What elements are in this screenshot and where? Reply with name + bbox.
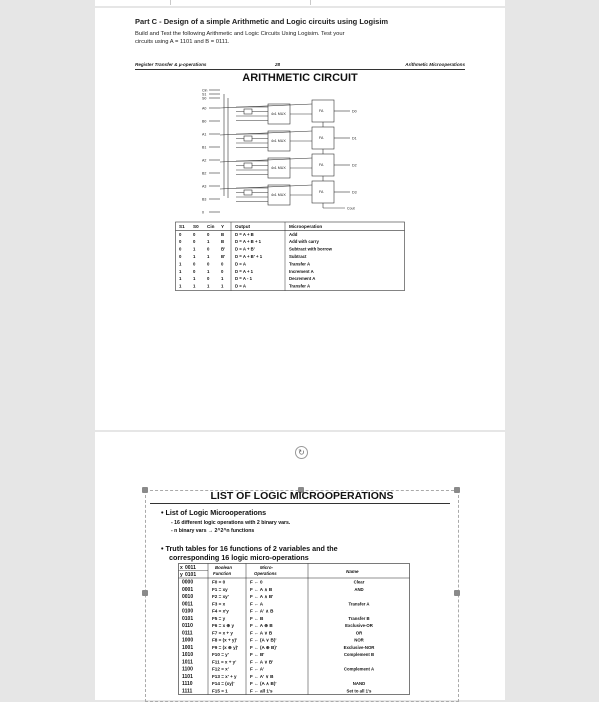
slide-title: ARITHMETIC CIRCUIT <box>242 72 358 84</box>
slide-header-rule <box>135 69 465 70</box>
table-cell: 1 <box>207 239 210 245</box>
table-header-x-values: 0011 <box>185 565 196 571</box>
table-cell: 1 <box>193 254 196 259</box>
table-cell-boolean: F9 = (x ⊕ y)' <box>212 644 239 650</box>
table-cell: 1 <box>179 283 182 289</box>
circuit-output-label: Cout <box>347 206 355 211</box>
full-adder-label: FA <box>319 190 324 194</box>
table-cell-name: Set to all 1's <box>346 688 372 694</box>
resize-handle-middle-right[interactable] <box>454 590 460 596</box>
table-cell: 1 <box>221 283 224 289</box>
table-cell-microop: F ← B <box>250 615 264 621</box>
table-cell: B <box>221 239 225 245</box>
table-cell-microop: F ← B' <box>250 652 265 658</box>
table-cell-name: Transfer B <box>348 615 370 621</box>
table-cell-name: Transfer A <box>348 601 370 607</box>
table-cell-bits: 0101 <box>182 615 194 622</box>
document-page-1 <box>95 8 505 430</box>
table-cell-bits: 0110 <box>182 623 193 630</box>
table-header-cell: Microoperation <box>289 223 323 229</box>
table-header-boolean: Boolean <box>215 565 232 570</box>
circuit-input-label: A3 <box>202 184 207 189</box>
circuit-input-label: B0 <box>202 119 207 124</box>
table-cell-boolean: F12 = x' <box>212 666 229 672</box>
a-input-wire <box>220 131 312 135</box>
table-header-y-values: 0101 <box>185 572 197 578</box>
table-header-cell: S1 <box>179 223 185 229</box>
table-cell: Subtract <box>289 254 307 259</box>
circuit-input-label: B2 <box>202 171 207 176</box>
table-cell-name: AND <box>354 586 364 592</box>
table-cell-microop: F ← A ∧ B <box>250 586 273 592</box>
table-cell-microop: F ← A' ∨ B <box>250 673 274 679</box>
table-cell: B' <box>221 254 226 259</box>
resize-handle-top-left[interactable] <box>142 487 148 493</box>
table-cell-boolean: F14 = (xy)' <box>212 681 235 687</box>
table-cell: 1 <box>207 254 210 259</box>
table-cell: Subtract with borrow <box>289 246 332 252</box>
rotate-handle-icon[interactable]: ↻ <box>295 446 308 459</box>
strip-divider <box>310 0 311 5</box>
table-cell-microop: F ← all 1's <box>250 688 273 694</box>
circuit-output-label: D3 <box>352 190 357 195</box>
table-cell-bits: 1110 <box>182 681 193 688</box>
table-cell-microop: F ← A' ∧ B <box>250 608 274 614</box>
instruction-line-1: Build and Test the following Arithmetic and Logic Circuits Using Logisim. Test your <box>135 31 345 37</box>
circuit-input-label: A1 <box>202 132 207 137</box>
table-cell-bits: 0100 <box>182 608 194 615</box>
table-cell-boolean: F4 = x'y <box>212 608 229 614</box>
table-cell-name: Complement B <box>343 652 375 658</box>
table-cell-name: Complement A <box>343 666 375 672</box>
table-cell: 1 <box>207 268 210 274</box>
table-cell-name: Clear <box>353 579 365 585</box>
table-cell-microop: F ← A ∨ B' <box>250 659 274 665</box>
inverter-gate <box>244 136 252 141</box>
table-header-name: Name <box>346 569 359 574</box>
table-cell: 0 <box>179 254 182 259</box>
table-cell: B <box>221 231 225 237</box>
table-cell-boolean: F5 = y <box>212 615 226 621</box>
table-cell: 0 <box>179 231 182 237</box>
table-cell-bits: 1000 <box>182 637 194 644</box>
table-cell-name: OR <box>355 630 363 636</box>
table-cell: 1 <box>179 261 182 267</box>
table-cell-bits: 0111 <box>182 630 193 637</box>
circuit-input-label: Cin <box>202 88 208 93</box>
table-cell: 0 <box>221 261 224 267</box>
table-cell: D = A <box>235 261 246 267</box>
circuit-input-label: S1 <box>202 92 207 97</box>
inverter-gate <box>244 163 252 168</box>
a-input-wire <box>220 158 312 162</box>
table-cell-microop: F ← (A ∨ B)' <box>250 637 277 643</box>
table-cell: Transfer A <box>289 283 311 289</box>
table-cell: 1 <box>207 283 210 289</box>
table-cell-bits: 1111 <box>182 688 193 695</box>
resize-handle-middle-left[interactable] <box>142 590 148 596</box>
sub-bullet-n-binary-vars: - n binary vars → 2^2^n functions <box>171 528 255 534</box>
table-cell: D = A <box>235 283 246 289</box>
slide-header <box>135 62 465 68</box>
inverter-gate <box>244 190 252 195</box>
table-cell: D = A + 1 <box>235 268 254 274</box>
table-cell-boolean: F0 = 0 <box>212 579 226 585</box>
table-cell: 0 <box>193 231 196 237</box>
table-cell: 0 <box>179 246 182 252</box>
resize-handle-top-right[interactable] <box>454 487 460 493</box>
table-cell: 1 <box>193 283 196 289</box>
table-cell-boolean: F13 = x' + y <box>212 673 237 679</box>
table-cell: Decrement A <box>289 276 316 282</box>
full-adder-label: FA <box>319 136 324 140</box>
table-cell-microop: F ← A <box>250 601 264 607</box>
table-cell: 1 <box>221 276 224 282</box>
table-cell: Add with carry <box>289 239 319 245</box>
arithmetic-circuit-diagram <box>200 86 390 216</box>
slide-page-number: 28 <box>275 62 281 67</box>
bullet-list-of-logic-microoperations: • List of Logic Microoperations <box>161 508 267 517</box>
slide-title: LIST OF LOGIC MICROOPERATIONS <box>210 490 394 502</box>
circuit-output-label: D2 <box>352 163 357 168</box>
table-cell-bits: 1011 <box>182 659 193 666</box>
table-cell: Increment A <box>289 268 314 274</box>
table-cell: Transfer A <box>289 261 311 267</box>
table-cell-bits: 1101 <box>182 673 193 680</box>
slide-header-left: Register Transfer & µ-operations <box>135 62 207 67</box>
table-cell-boolean: F2 = xy' <box>212 594 229 600</box>
table-cell-bits: 1001 <box>182 644 194 651</box>
sub-bullet-16-operations: - 16 different logic operations with 2 binary vars. <box>171 520 291 526</box>
table-cell-boolean: F8 = (x + y)' <box>212 637 238 643</box>
table-cell-name: NOR <box>354 637 364 643</box>
table-cell-boolean: F7 = x + y <box>212 630 233 636</box>
table-header-y: y <box>180 572 183 578</box>
section-heading: Part C - Design of a simple Arithmetic and Logic circuits using Logisim <box>135 17 389 26</box>
table-cell: D = A - 1 <box>235 276 252 282</box>
table-cell: 0 <box>193 268 196 274</box>
slide-header-right: Arithmetic Microoperations <box>405 62 465 67</box>
circuit-input-label: S0 <box>202 96 207 101</box>
instruction-line-2: circuits using A = 1101 and B = 0111. <box>135 39 230 45</box>
table-header-cell: Output <box>235 223 251 229</box>
table-cell-bits: 0000 <box>182 579 194 586</box>
circuit-input-label: B1 <box>202 145 207 150</box>
table-cell: 1 <box>193 246 196 252</box>
inverter-gate <box>244 109 252 114</box>
mux-label: 4x1 MUX <box>271 166 286 170</box>
circuit-input-label: B3 <box>202 197 207 202</box>
table-cell: 0 <box>207 246 210 252</box>
table-header-micro: Micro- <box>260 565 273 570</box>
bullet-truth-tables-line2: corresponding 16 logic micro-operations <box>169 553 309 562</box>
table-cell-boolean: F11 = x + y' <box>212 659 237 665</box>
table-cell-boolean: F15 = 1 <box>212 688 228 694</box>
table-cell-microop: F ← (A ⊕ B)' <box>250 644 277 650</box>
circuit-input-label: A2 <box>202 158 207 163</box>
a-input-wire <box>220 104 312 108</box>
full-adder-label: FA <box>319 109 324 113</box>
table-cell-microop: F ← A' <box>250 666 265 672</box>
table-header-operations: Operations <box>254 571 277 576</box>
table-cell-boolean: F1 = xy <box>212 586 228 592</box>
table-cell: 0 <box>207 231 210 237</box>
table-cell: 0 <box>179 239 182 245</box>
table-cell: 0 <box>193 261 196 267</box>
table-cell: 1 <box>179 276 182 282</box>
table-cell: 1 <box>179 268 182 274</box>
table-cell: 0 <box>221 268 224 274</box>
table-cell-bits: 1100 <box>182 666 193 673</box>
table-cell-name: Exclusive-NOR <box>343 644 375 650</box>
table-cell: Add <box>289 231 298 237</box>
table-cell-bits: 0010 <box>182 594 194 601</box>
table-cell: B' <box>221 246 226 252</box>
table-cell-name: NAND <box>352 681 366 687</box>
circuit-output-label: D0 <box>352 109 357 114</box>
table-cell-boolean: F3 = x <box>212 601 226 607</box>
document-page-2 <box>95 432 505 700</box>
mux-label: 4x1 MUX <box>271 139 286 143</box>
table-cell: D = A + B' <box>235 246 255 252</box>
table-header-cell: Cin <box>207 223 215 229</box>
bullet-truth-tables-line1: • Truth tables for 16 functions of 2 variables and the <box>161 544 338 553</box>
table-header-function: Function <box>213 571 232 576</box>
table-cell-microop: F ← A ∨ B <box>250 630 273 636</box>
strip-divider <box>170 0 171 5</box>
table-header-cell: S0 <box>193 223 199 229</box>
table-cell: 1 <box>193 276 196 282</box>
circuit-input-label: 0 <box>202 210 204 215</box>
mux-label: 4x1 MUX <box>271 193 286 197</box>
table-header-x: x <box>180 565 183 571</box>
table-cell: D = A + B <box>235 231 254 237</box>
circuit-output-label: D1 <box>352 136 357 141</box>
table-cell-name: Exclusive-OR <box>345 623 373 629</box>
table-cell-microop: F ← A ⊕ B <box>250 623 273 629</box>
table-cell-bits: 0001 <box>182 586 194 593</box>
circuit-input-label: A0 <box>202 106 207 111</box>
table-cell-boolean: F10 = y' <box>212 652 229 658</box>
table-cell: 0 <box>207 276 210 282</box>
table-cell-bits: 0011 <box>182 601 193 608</box>
logic-microoperations-table <box>178 563 410 700</box>
table-cell-boolean: F6 = x ⊕ y <box>212 623 235 629</box>
table-cell: 0 <box>193 239 196 245</box>
full-adder-label: FA <box>319 163 324 167</box>
table-cell-bits: 1010 <box>182 652 194 659</box>
a-input-wire <box>220 185 312 189</box>
arithmetic-function-table <box>175 221 415 297</box>
slide-title-rule <box>150 503 450 504</box>
table-cell: D = A + B + 1 <box>235 239 262 245</box>
table-header-cell: Y <box>221 223 225 229</box>
table-cell: 0 <box>207 261 210 267</box>
table-cell-microop: F ← A ∧ B' <box>250 594 274 600</box>
mux-label: 4x1 MUX <box>271 112 286 116</box>
table-cell-microop: F ← 0 <box>250 579 263 585</box>
table-cell-microop: F ← (A ∧ B)' <box>250 681 277 687</box>
previous-page-strip <box>95 0 505 6</box>
table-cell: D = A + B' + 1 <box>235 254 263 259</box>
